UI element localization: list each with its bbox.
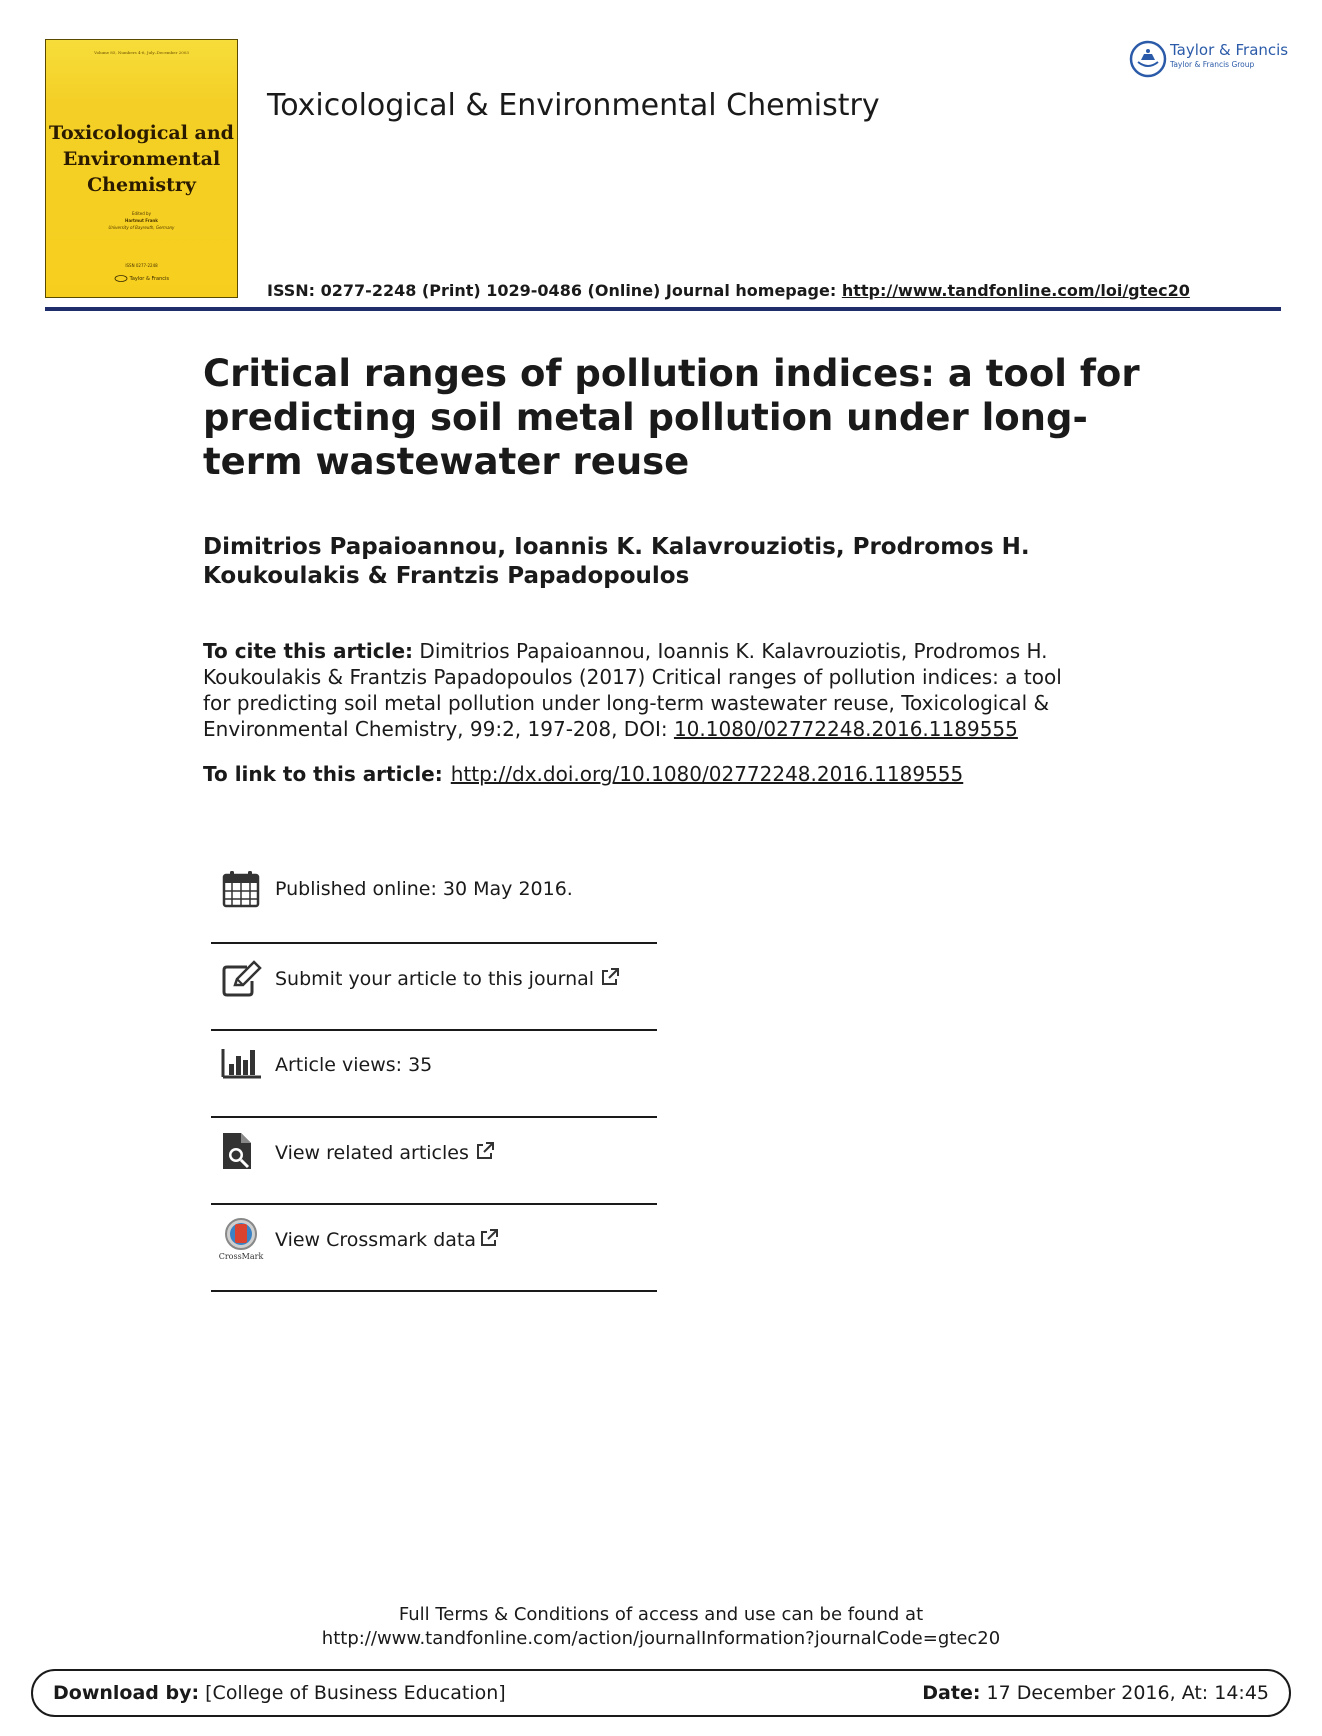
download-info-bar bbox=[31, 1669, 1291, 1717]
cover-volume-line: Volume 85, Numbers 4-6, July–December 2003 bbox=[94, 50, 189, 55]
cite-label: To cite this article: bbox=[203, 639, 414, 663]
link-label: To link to this article: bbox=[203, 762, 443, 786]
doi-link[interactable]: 10.1080/02772248.2016.1189555 bbox=[673, 717, 1018, 741]
issn-line bbox=[267, 281, 1190, 300]
article-views-text: Article views: 35 bbox=[275, 1054, 433, 1076]
article-authors: Dimitrios Papaioannou, Ioannis K. Kalavrouziotis, Prodromos H. Koukoulakis & Frantzis Papadopoulos bbox=[203, 534, 1030, 589]
terms-url[interactable]: http://www.tandfonline.com/action/journalInformation?journalCode=gtec20 bbox=[321, 1628, 1001, 1649]
terms-and-conditions bbox=[0, 1603, 1322, 1651]
related-articles-link[interactable]: View related articles bbox=[275, 1141, 495, 1164]
publisher-group: Taylor & Francis Group bbox=[1170, 60, 1255, 69]
terms-line-1: Full Terms & Conditions of access and use can be found at bbox=[398, 1604, 924, 1625]
cover-editor-block: Edited by Hartmut Frank University of Bayreuth, Germany bbox=[108, 211, 175, 230]
submit-article-link[interactable]: Submit your article to this journal bbox=[275, 967, 620, 990]
journal-homepage-link[interactable]: http://www.tandfonline.com/loi/gtec20 bbox=[841, 281, 1190, 300]
cover-publisher: Taylor & Francis bbox=[46, 275, 237, 282]
bar-chart-icon bbox=[221, 1043, 261, 1083]
crossmark-row[interactable] bbox=[211, 1205, 657, 1292]
article-views-row bbox=[211, 1031, 657, 1118]
crossmark-label: CrossMark bbox=[218, 1252, 264, 1261]
cover-publisher-logo-icon bbox=[114, 275, 128, 282]
published-online-text: Published online: 30 May 2016. bbox=[275, 878, 573, 900]
article-title: Critical ranges of pollution indices: a tool for predicting soil metal pollution under long-term wastewater reuse bbox=[203, 352, 1140, 483]
external-link-icon bbox=[600, 967, 620, 987]
download-date: Date: 17 December 2016, At: 14:45 bbox=[922, 1682, 1269, 1704]
article-url-link[interactable]: http://dx.doi.org/10.1080/02772248.2016.1189555 bbox=[450, 762, 964, 786]
crossmark-icon bbox=[218, 1217, 264, 1261]
citation-block bbox=[203, 638, 1083, 742]
external-link-icon bbox=[475, 1141, 495, 1161]
article-link-line bbox=[203, 761, 963, 787]
calendar-icon bbox=[221, 869, 261, 909]
external-link-icon bbox=[479, 1228, 499, 1248]
crossmark-link[interactable]: View Crossmark data bbox=[275, 1228, 499, 1251]
related-articles-row[interactable] bbox=[211, 1118, 657, 1205]
edit-icon bbox=[221, 961, 261, 1001]
journal-name: Toxicological & Environmental Chemistry bbox=[267, 88, 880, 123]
issn-text: ISSN: 0277-2248 (Print) 1029-0486 (Online) Journal homepage: bbox=[267, 281, 842, 300]
published-online-row bbox=[211, 855, 657, 944]
download-by: Download by: [College of Business Education] bbox=[53, 1682, 506, 1704]
submit-article-row[interactable] bbox=[211, 944, 657, 1031]
cite-text: Dimitrios Papaioannou, Ioannis K. Kalavrouziotis, Prodromos H. Koukoulakis & Frantzis Papadopoulos (2017) Critical ranges of pollution indices: a tool for predicting soil metal pollution under long-term wastewater reuse, Toxicological & Environmental Chemistry, 99:2, 197-208, DOI: bbox=[203, 639, 1062, 741]
cover-issn: ISSN 0277-2248 bbox=[125, 263, 158, 268]
document-search-icon bbox=[221, 1131, 261, 1171]
journal-cover-image bbox=[45, 39, 238, 298]
header-divider bbox=[45, 307, 1281, 311]
publisher-name[interactable]: Taylor & Francis bbox=[1170, 41, 1289, 59]
cover-title: Toxicological and Environmental Chemistry bbox=[49, 122, 234, 196]
article-info-list bbox=[211, 855, 657, 1292]
